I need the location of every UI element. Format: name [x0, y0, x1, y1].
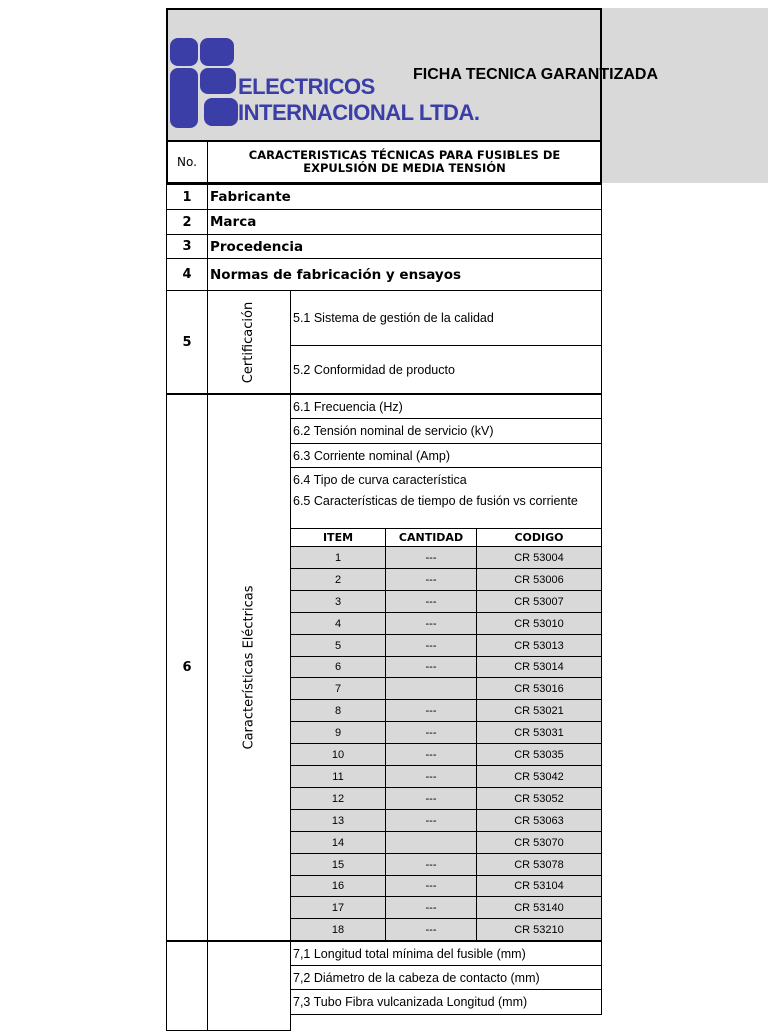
- fuse-table-cell-codigo: CR 53035: [476, 743, 602, 766]
- fuse-table-cell-codigo: CR 53031: [476, 721, 602, 744]
- section7-number: [166, 941, 208, 1031]
- section7-group: [207, 941, 291, 1031]
- fuse-table-header-item: ITEM: [290, 528, 386, 547]
- fuse-table-cell-codigo: CR 53070: [476, 831, 602, 854]
- fuse-table-cell-codigo: CR 53006: [476, 568, 602, 591]
- fuse-table-cell-item: 15: [290, 853, 386, 876]
- section7-item: 7,2 Diámetro de la cabeza de contacto (mm): [290, 965, 602, 990]
- fuse-table-cell-codigo: CR 53021: [476, 699, 602, 722]
- fuse-table-cell-item: 10: [290, 743, 386, 766]
- row-number: 4: [166, 258, 208, 291]
- fuse-table-cell-item: 2: [290, 568, 386, 591]
- section6-item: 6.4 Tipo de curva característica: [290, 467, 602, 492]
- fuse-table-cell-cantidad: ---: [385, 699, 477, 722]
- fuse-table-cell-cantidad: ---: [385, 590, 477, 613]
- section7-item: 7,3 Tubo Fibra vulcanizada Longitud (mm): [290, 989, 602, 1015]
- fuse-table-cell-codigo: CR 53104: [476, 875, 602, 897]
- fuse-table-cell-item: 3: [290, 590, 386, 613]
- row-label: Fabricante: [207, 184, 602, 210]
- fuse-table-cell-cantidad: ---: [385, 612, 477, 635]
- fuse-table-cell-cantidad: ---: [385, 787, 477, 810]
- no-header: No.: [166, 140, 208, 184]
- fuse-table-cell-item: 13: [290, 809, 386, 832]
- fuse-table-cell-codigo: CR 53140: [476, 896, 602, 919]
- brand-name-line1: ELECTRICOS: [238, 74, 375, 99]
- section6-group-label: Características Eléctricas: [241, 585, 257, 750]
- fuse-table-cell-cantidad: ---: [385, 765, 477, 788]
- section5-item: 5.1 Sistema de gestión de la calidad: [290, 290, 602, 346]
- fuse-table-cell-codigo: CR 53042: [476, 765, 602, 788]
- fuse-table-cell-item: 4: [290, 612, 386, 635]
- fuse-table-header-codigo: CODIGO: [476, 528, 602, 547]
- fuse-table-cell-cantidad: ---: [385, 656, 477, 678]
- row-number: 2: [166, 209, 208, 235]
- fuse-table-cell-cantidad: ---: [385, 918, 477, 941]
- fuse-table-cell-codigo: CR 53063: [476, 809, 602, 832]
- fuse-table-cell-cantidad: [385, 831, 477, 854]
- section5-number: 5: [166, 290, 208, 394]
- fuse-table-cell-cantidad: ---: [385, 568, 477, 591]
- fuse-table-cell-codigo: CR 53052: [476, 787, 602, 810]
- table-caption: CARACTERISTICAS TÉCNICAS PARA FUSIBLES DE EXPULSIÓN DE MEDIA TENSIÓN: [207, 140, 602, 184]
- section5-item: 5.2 Conformidad de producto: [290, 345, 602, 394]
- company-logo-icon: [170, 38, 238, 128]
- row-label: Normas de fabricación y ensayos: [207, 258, 602, 291]
- fuse-table-cell-item: 12: [290, 787, 386, 810]
- fuse-table-cell-item: 17: [290, 896, 386, 919]
- fuse-table-cell-cantidad: ---: [385, 875, 477, 897]
- fuse-table-header-cantidad: CANTIDAD: [385, 528, 477, 547]
- fuse-table-cell-item: 1: [290, 546, 386, 569]
- fuse-table-cell-codigo: CR 53078: [476, 853, 602, 876]
- row-label: Procedencia: [207, 234, 602, 259]
- section6-item: 6.2 Tensión nominal de servicio (kV): [290, 418, 602, 444]
- section6-item: 6.5 Características de tiempo de fusión vs corriente: [290, 491, 602, 529]
- section5-group-label: Certificación: [241, 301, 257, 383]
- fuse-table-cell-cantidad: ---: [385, 853, 477, 876]
- section6-item: 6.3 Corriente nominal (Amp): [290, 443, 602, 468]
- fuse-table-cell-cantidad: ---: [385, 809, 477, 832]
- fuse-table-cell-item: 6: [290, 656, 386, 678]
- fuse-table-cell-item: 16: [290, 875, 386, 897]
- fuse-table-cell-item: 9: [290, 721, 386, 744]
- fuse-table-cell-cantidad: ---: [385, 743, 477, 766]
- section5-group: [207, 290, 291, 394]
- fuse-table-cell-codigo: CR 53013: [476, 634, 602, 657]
- section7-item: 7,1 Longitud total mínima del fusible (mm): [290, 941, 602, 966]
- fuse-table-cell-item: 7: [290, 677, 386, 700]
- fuse-table-cell-codigo: CR 53210: [476, 918, 602, 941]
- fuse-table-cell-cantidad: [385, 677, 477, 700]
- fuse-table-cell-codigo: CR 53007: [476, 590, 602, 613]
- document-title: FICHA TECNICA GARANTIZADA: [413, 66, 659, 83]
- fuse-table-cell-cantidad: ---: [385, 896, 477, 919]
- section6-group: [207, 394, 291, 941]
- row-number: 1: [166, 184, 208, 210]
- brand-name-line2: INTERNACIONAL LTDA.: [238, 100, 480, 125]
- fuse-table-cell-cantidad: ---: [385, 721, 477, 744]
- fuse-table-cell-cantidad: ---: [385, 546, 477, 569]
- fuse-table-cell-item: 5: [290, 634, 386, 657]
- fuse-table-cell-item: 18: [290, 918, 386, 941]
- fuse-table-cell-codigo: CR 53010: [476, 612, 602, 635]
- section6-number: 6: [166, 394, 208, 941]
- fuse-table-cell-codigo: CR 53014: [476, 656, 602, 678]
- fuse-table-cell-codigo: CR 53016: [476, 677, 602, 700]
- fuse-table-cell-item: 11: [290, 765, 386, 788]
- fuse-table-cell-cantidad: ---: [385, 634, 477, 657]
- fuse-table-cell-item: 8: [290, 699, 386, 722]
- row-number: 3: [166, 234, 208, 259]
- fuse-table-cell-codigo: CR 53004: [476, 546, 602, 569]
- section6-item: 6.1 Frecuencia (Hz): [290, 394, 602, 419]
- fuse-table-cell-item: 14: [290, 831, 386, 854]
- row-label: Marca: [207, 209, 602, 235]
